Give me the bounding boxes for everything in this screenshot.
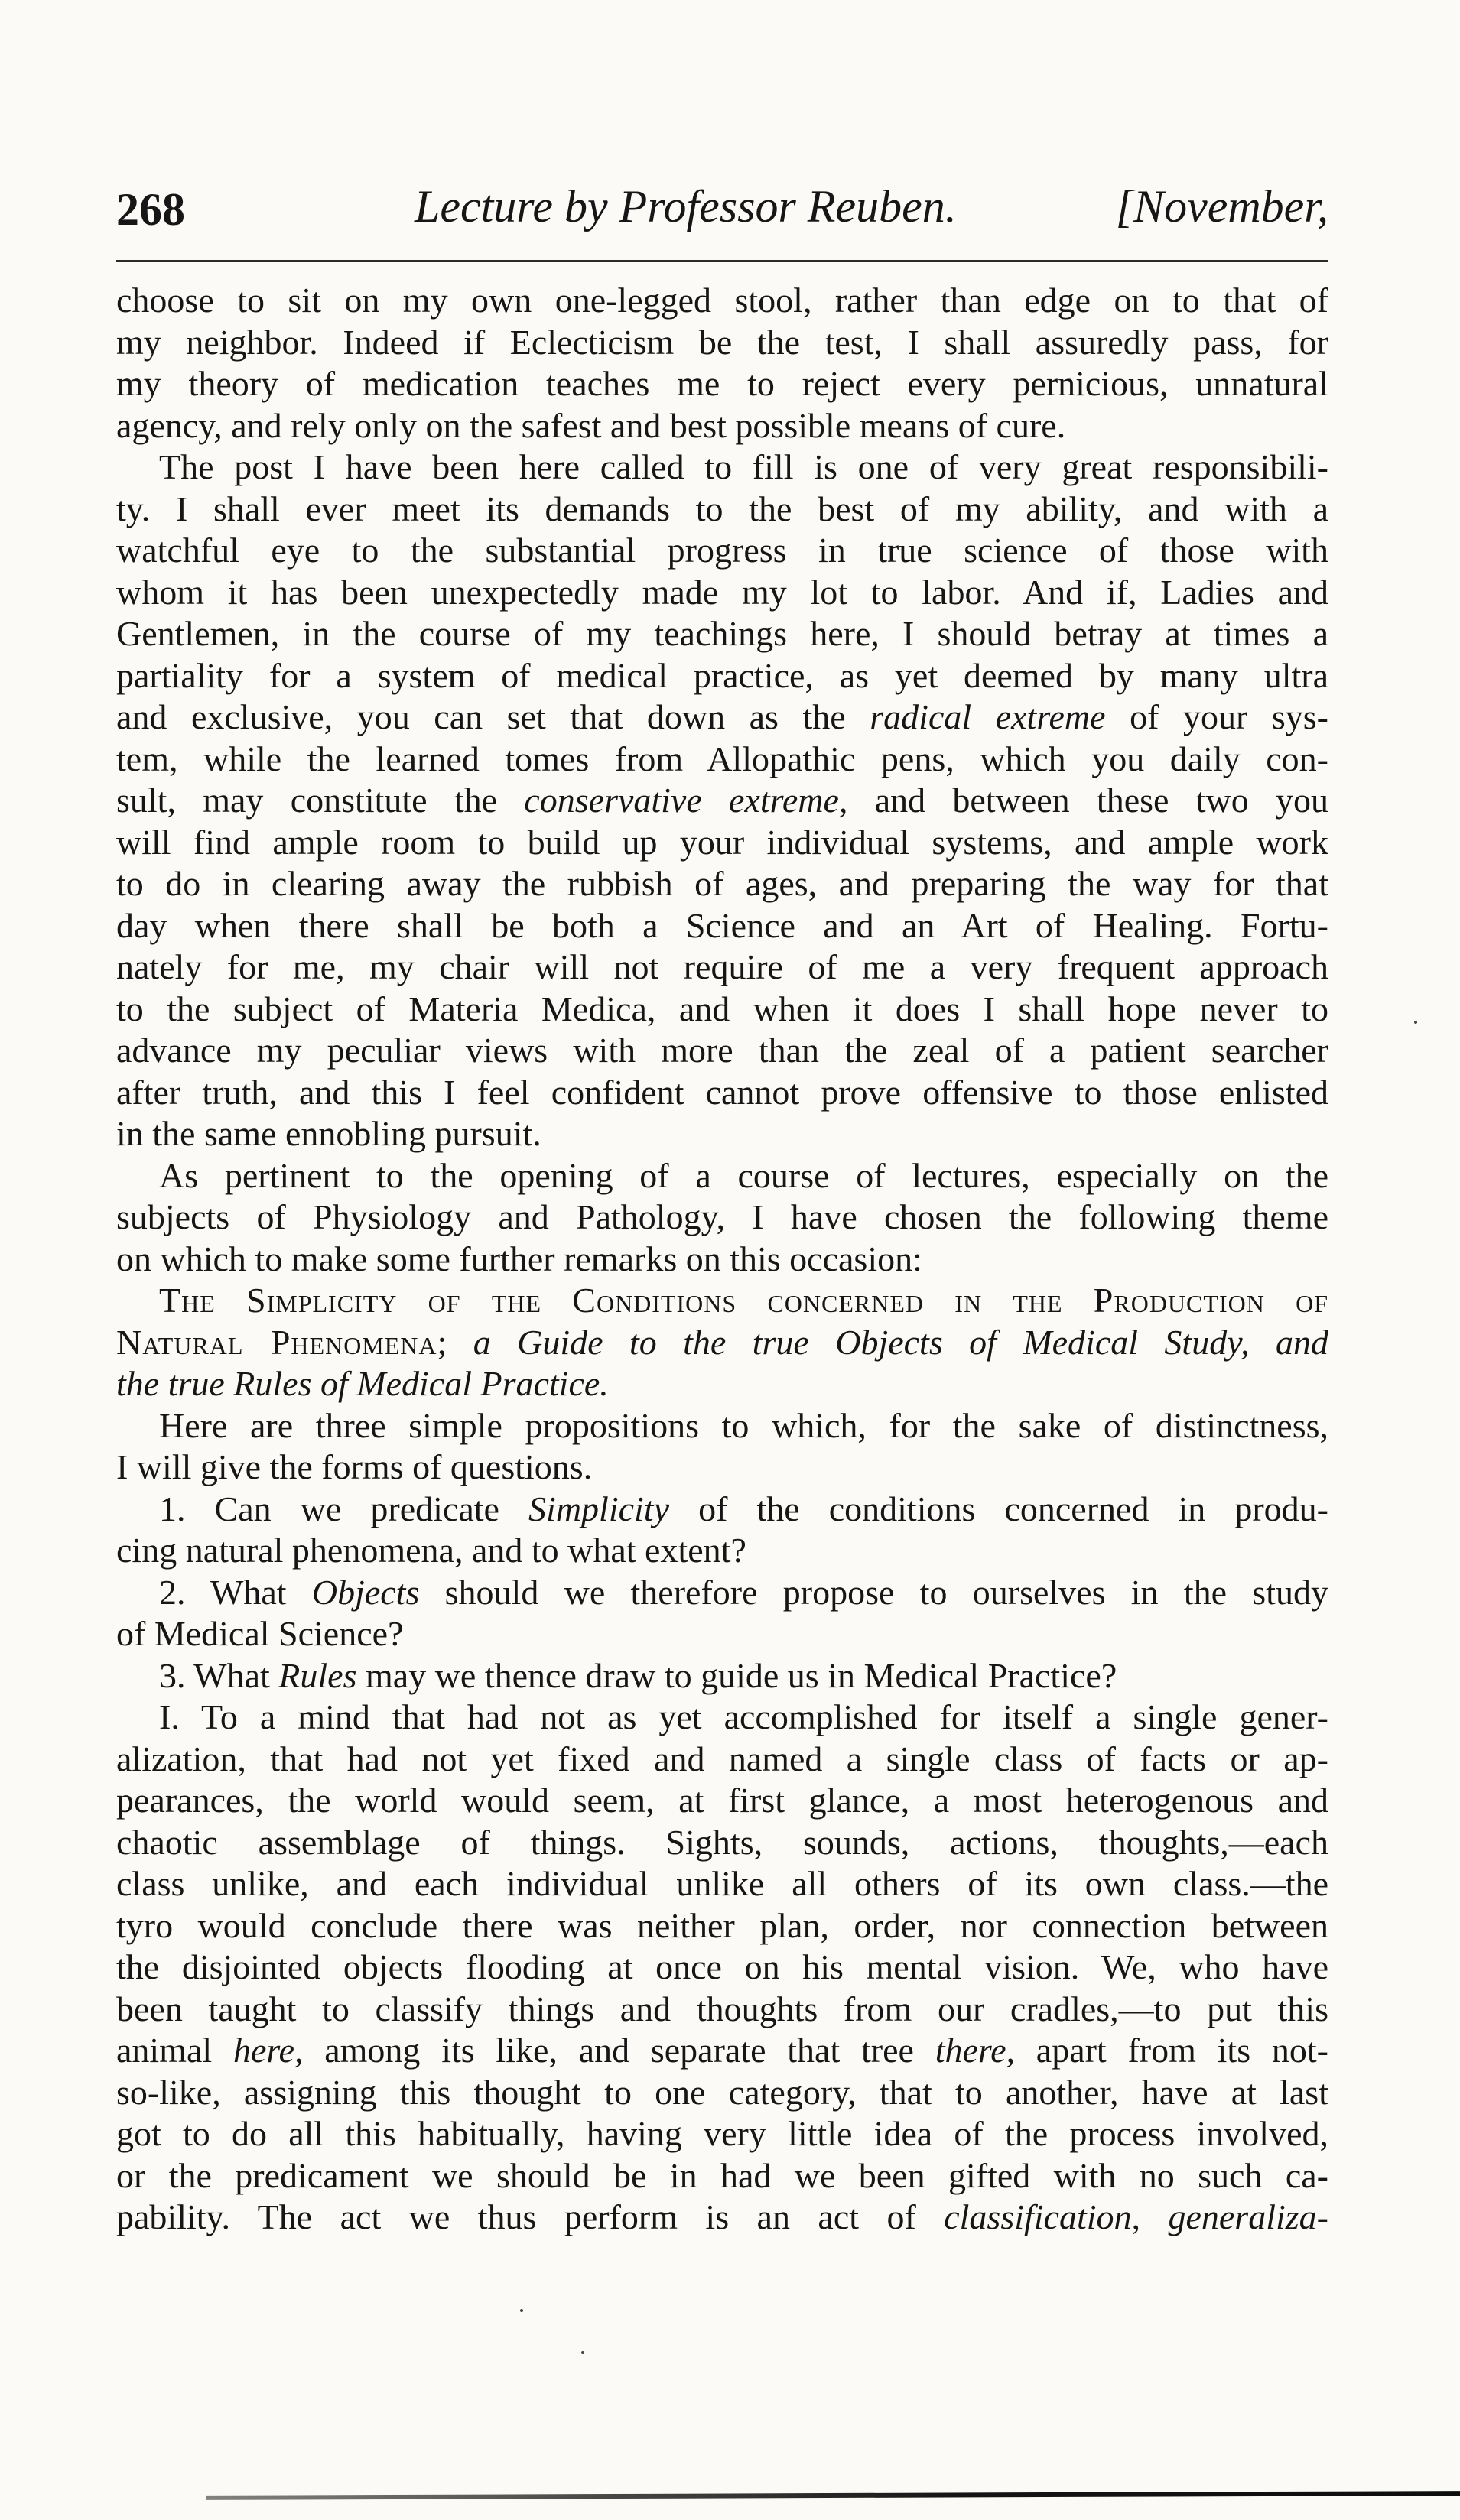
text-line: to do in clearing away the rubbish of ages, and preparing the way for that: [116, 864, 1328, 903]
text-run: 2. What: [159, 1572, 312, 1612]
text-run: of the conditions concerned in produ-: [669, 1489, 1328, 1528]
text-run: apart from its not-: [1015, 2031, 1328, 2070]
text-line: tyro would conclude there was neither plan, order, nor connection between: [116, 1905, 1328, 1945]
text-run: should we therefore propose to ourselves in the study: [419, 1572, 1328, 1612]
theme-run: a Guide to the true Objects of Medical Study, and: [473, 1322, 1328, 1362]
text-line: or the predicament we should be in had we been gifted with no such ca-: [116, 2155, 1328, 2195]
text-line: choose to sit on my own one-legged stool, rather than edge on to that of: [116, 281, 1328, 320]
text-line: Gentlemen, in the course of my teachings here, I should betray at times a: [116, 614, 1328, 653]
question-line: cing natural phenomena, and to what extent?: [116, 1531, 746, 1570]
text-run: of your sys-: [1105, 697, 1328, 736]
text-line: my theory of medication teaches me to reject every pernicious, unnatural: [116, 364, 1328, 403]
text-line: [116, 697, 1328, 739]
header-rule: [116, 260, 1328, 262]
question-line: [116, 1572, 1328, 1614]
text-run: pability. The act we thus perform is an act of: [116, 2197, 945, 2236]
bottom-edge-stroke: [206, 2491, 1460, 2500]
text-line: nately for me, my chair will not require of me a very frequent approach: [116, 947, 1328, 986]
text-run: may we thence draw to guide us in Medical Practice?: [356, 1655, 1117, 1695]
emphasis-simplicity: Simplicity: [528, 1489, 670, 1528]
text-line: The post I have been here called to fill is one of very great responsibili-: [159, 447, 1328, 486]
emphasis-conservative-extreme: conservative extreme,: [524, 781, 848, 820]
text-line: my neighbor. Indeed if Eclecticism be the test, I shall assuredly pass, for: [116, 322, 1328, 362]
text-line: after truth, and this I feel confident cannot prove offensive to those enlisted: [116, 1072, 1328, 1112]
text-run: among its like, and separate that tree: [303, 2031, 935, 2070]
theme-line: the true Rules of Medical Practice.: [116, 1364, 609, 1403]
text-line: I will give the forms of questions.: [116, 1447, 593, 1486]
emphasis-classification: classification, generaliza-: [944, 2197, 1328, 2236]
text-line: I. To a mind that had not as yet accomplished for itself a single gener-: [159, 1697, 1328, 1736]
text-line: on which to make some further remarks on this occasion:: [116, 1239, 922, 1278]
text-run: ;: [437, 1322, 473, 1362]
text-line: the disjointed objects flooding at once on his mental vision. We, who have: [116, 1947, 1328, 1986]
text-run: 1. Can we predicate: [159, 1489, 529, 1528]
text-line: [116, 2030, 1328, 2072]
text-line: so-like, assigning this thought to one category, that to another, have at last: [116, 2072, 1328, 2112]
text-line: tem, while the learned tomes from Allopathic pens, which you daily con-: [116, 739, 1328, 778]
text-line: [116, 2197, 1328, 2239]
emphasis-objects: Objects: [311, 1572, 420, 1612]
text-line: [116, 780, 1328, 822]
question-line: [116, 1489, 1328, 1531]
text-line: to the subject of Materia Medica, and when it does I shall hope never to: [116, 989, 1328, 1028]
text-line: As pertinent to the opening of a course of lectures, especially on the: [159, 1155, 1328, 1195]
text-run: and between these two you: [847, 781, 1328, 820]
text-line: whom it has been unexpectedly made my lot to labor. And if, Ladies and: [116, 572, 1328, 612]
page-number: 268: [116, 184, 185, 235]
text-line: watchful eye to the substantial progress in true science of those with: [116, 531, 1328, 570]
emphasis-here: here,: [232, 2031, 304, 2070]
body-text: [116, 280, 1328, 2239]
theme-line: [116, 1322, 1328, 1364]
text-line: chaotic assemblage of things. Sights, sounds, actions, thoughts,—each: [116, 1822, 1328, 1862]
emphasis-rules: Rules: [278, 1655, 357, 1695]
print-speck: [1414, 1021, 1417, 1024]
text-run: animal: [116, 2031, 233, 2070]
question-line: of Medical Science?: [116, 1614, 404, 1653]
text-line: ty. I shall ever meet its demands to the best of my ability, and with a: [116, 489, 1328, 528]
header-month: [November,: [1115, 181, 1328, 232]
question-line: [116, 1655, 1328, 1697]
text-line: pearances, the world would seem, at first glance, a most heterogenous and: [116, 1781, 1328, 1820]
text-line: been taught to classify things and thoughts from our cradles,—to put this: [116, 1989, 1328, 2028]
running-title: Lecture by Professor Reuben.: [415, 181, 957, 232]
emphasis-radical-extreme: radical extreme: [870, 697, 1106, 736]
print-speck: [581, 2351, 584, 2354]
text-line: day when there shall be both a Science and an Art of Healing. Fortu-: [116, 905, 1328, 945]
emphasis-there: there,: [935, 2031, 1016, 2070]
text-line: in the same ennobling pursuit.: [116, 1114, 541, 1153]
text-line: got to do all this habitually, having very little idea of the process involved,: [116, 2114, 1328, 2153]
page-header: [116, 180, 1328, 249]
text-run: sult, may constitute the: [116, 781, 525, 820]
print-speck: [520, 2309, 523, 2312]
text-line: agency, and rely only on the safest and best possible means of cure.: [116, 405, 1066, 445]
theme-run: Natural Phenomena: [116, 1322, 437, 1362]
text-run: 3. What: [159, 1655, 279, 1695]
theme-line: The Simplicity of the Conditions concerned in the Production of: [159, 1281, 1328, 1320]
text-line: partiality for a system of medical practice, as yet deemed by many ultra: [116, 655, 1328, 695]
text-line: will find ample room to build up your individual systems, and ample work: [116, 822, 1328, 862]
text-line: alization, that had not yet fixed and named a single class of facts or ap-: [116, 1739, 1328, 1778]
text-line: class unlike, and each individual unlike all others of its own class.—the: [116, 1864, 1328, 1903]
text-run: and exclusive, you can set that down as the: [116, 697, 870, 736]
text-line: subjects of Physiology and Pathology, I have chosen the following theme: [116, 1197, 1328, 1236]
text-line: advance my peculiar views with more than the zeal of a patient searcher: [116, 1031, 1328, 1070]
text-line: Here are three simple propositions to which, for the sake of distinctness,: [159, 1405, 1328, 1445]
